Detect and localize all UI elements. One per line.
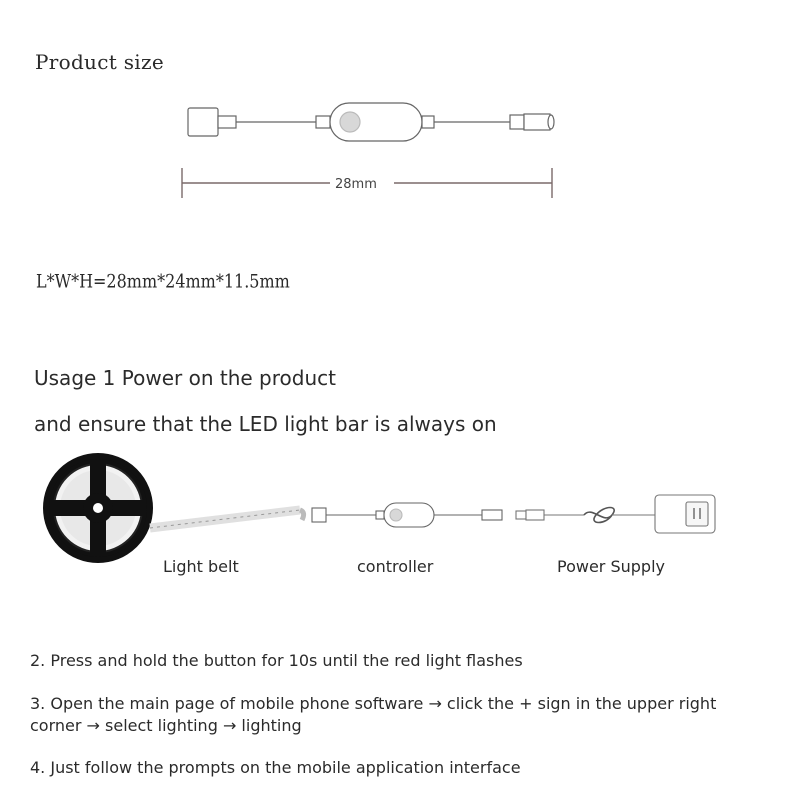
controller-caption: controller [357,557,434,576]
controller-outline-icon [188,103,554,141]
step-4: 4. Just follow the prompts on the mobile application interface [30,758,521,777]
dimension-formula: L*W*H=28mm*24mm*11.5mm [36,270,290,292]
led-strip-reel-icon [44,454,152,562]
dimension-label: 28mm [335,177,377,192]
step-3: 3. Open the main page of mobile phone software → click the + sign in the upper right corner → select lighting → lighting [30,694,717,735]
power-supply-caption: Power Supply [557,557,665,576]
step-2: 2. Press and hold the button for 10s until the red light flashes [30,651,523,670]
usage-heading: Usage 1 Power on the product [34,366,336,390]
power-adapter-icon [516,495,715,533]
usage-subheading: and ensure that the LED light bar is always on [34,412,497,436]
led-strip-tail [150,510,304,528]
section-title: Product size [35,50,164,74]
controller-icon [312,503,502,527]
light-belt-caption: Light belt [163,557,239,576]
